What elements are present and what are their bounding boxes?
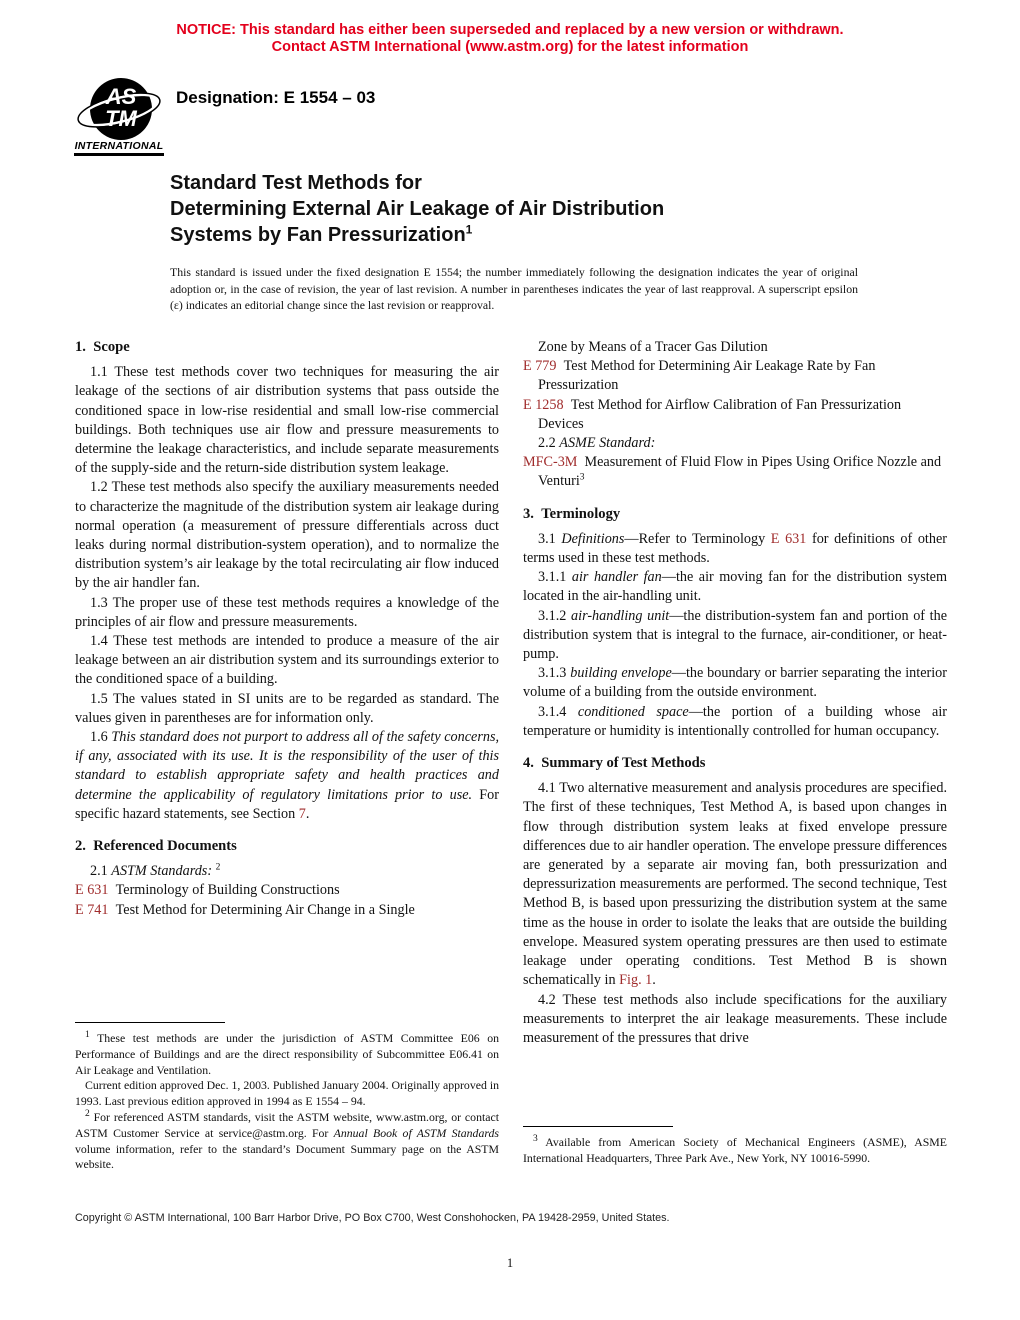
text-segment: volume information, refer to the standard’s Document Summary page on the ASTM website.: [75, 1141, 499, 1172]
text-segment: 3: [579, 472, 585, 483]
left-column: [75, 338, 499, 920]
text-segment: .: [652, 972, 656, 989]
cross-reference-link[interactable]: E 631: [770, 530, 807, 547]
title-line-2: Determining External Air Leakage of Air Distribution: [170, 198, 665, 220]
title-line-3: [170, 222, 870, 248]
text-segment: For referenced ASTM standards, visit the ASTM website, www.astm.org, or contact ASTM Customer Service at service@astm.org. For: [75, 1109, 499, 1140]
text-segment: 3: [533, 1134, 538, 1145]
section-heading-scope: 1. Scope: [75, 339, 130, 355]
text-segment: 2.1: [90, 863, 112, 880]
text-segment: —Refer to Terminology: [624, 530, 771, 547]
text-segment: For specific hazard statements, see Section: [75, 786, 499, 822]
footnote-3: [523, 1135, 947, 1167]
astm-logo: [74, 76, 164, 156]
reference-e1258: [523, 396, 947, 434]
text-segment: Current edition approved Dec. 1, 2003. Published January 2004. Originally approved in 1993. Last previous edition approved in 1994 as E 1554 – 94.: [75, 1078, 499, 1109]
text-segment: 1.4 These test methods are intended to produce a measure of the air leakage between an air distribution system and its surroundings exterior to the conditioned space of a building.: [75, 633, 499, 688]
text-segment: Test Method for Determining Air Leakage Rate by Fan Pressurization: [538, 358, 876, 394]
para-1-4: [75, 632, 499, 690]
text-segment: 3.1.4: [538, 703, 578, 720]
text-segment: 3.1.1: [538, 569, 572, 586]
svg-text:TM: TM: [105, 106, 137, 131]
text-segment: 2: [85, 1109, 90, 1120]
cross-reference-link[interactable]: E 631: [75, 882, 109, 899]
footnote-1-edition: [75, 1078, 499, 1110]
section-heading-referenced-documents: 2. Referenced Documents: [75, 838, 237, 855]
text-segment: —the distribution-system fan and portion of the distribution system that is integral to the furnace, air-conditioner, or heat-pump.: [523, 607, 948, 663]
text-segment: .: [305, 805, 310, 822]
text-segment: building envelope: [570, 665, 672, 682]
cross-reference-link[interactable]: Fig. 1: [619, 972, 653, 989]
text-segment: 2: [215, 862, 221, 873]
text-segment: air-handling unit: [571, 607, 670, 624]
para-4-1: [523, 779, 947, 990]
text-segment: Available from American Society of Mechanical Engineers (ASME), ASME International Headquarters, Three Park Ave., New York, NY 10016-5990.: [523, 1135, 947, 1165]
text-segment: 3.1: [538, 530, 562, 547]
designation-label: Designation: E 1554 – 03: [176, 88, 376, 107]
text-segment: —the boundary or barrier separating the interior volume of a building from the outside environment.: [523, 665, 948, 701]
footnote-rule-right: [523, 1126, 673, 1127]
text-segment: Zone by Means of a Tracer Gas Dilution: [538, 339, 768, 355]
text-segment: —the portion of a building whose air temperature or humidity is intentionally controlled for human occupancy.: [523, 703, 947, 739]
text-segment: These test methods are under the jurisdiction of ASTM Committee E06 on Performance of Buildings and are the direct responsibility of Subcommittee E06.41 on Air Leakage and Ventilation.: [75, 1031, 499, 1077]
text-segment: 3.1.3: [538, 665, 571, 682]
document-title: [170, 170, 870, 248]
reference-mfc3m: [523, 453, 947, 491]
text-segment: Measurement of Fluid Flow in Pipes Using Orifice Nozzle and Venturi: [538, 454, 942, 490]
title-line-1: Standard Test Methods for: [170, 172, 422, 194]
text-segment: air handler fan: [571, 569, 662, 586]
text-segment: 4.2 These test methods also include specifications for the auxiliary measurements to interpret the air leakage measurements. These include measurement of the pressures that drive: [523, 991, 947, 1046]
text-segment: 4.1 Two alternative measurement and analysis procedures are specified. The first of these techniques, Test Method A, is based upon changes in flow through distribution system leaks at fixed envelope pressure differences due to air handler operation. The envelope pressure differences are generated by a separate air moving fan, both pressurization and depressurization measurements are performed. The second technique, Test Method B, is based upon pressurizing the distribution system at the same time as the house in order to isolate the leaks that are outside the building envelope. Measured system operating pressures are then used to estimate leakage under operating conditions. Test Method B is shown schematically in: [523, 780, 947, 989]
para-1-5: [75, 690, 499, 728]
left-footnotes: [75, 1022, 499, 1173]
right-footnotes: [523, 1126, 947, 1167]
title-line-3-text: Systems by Fan Pressurization: [170, 224, 466, 246]
para-2-2: [523, 434, 947, 453]
text-segment: 3.1.2: [538, 607, 572, 624]
cross-reference-link[interactable]: E 741: [75, 901, 109, 918]
cross-reference-link[interactable]: E 779: [523, 358, 557, 375]
para-3-1: [523, 530, 947, 568]
text-segment: This standard does not purport to address all of the safety concerns, if any, associated with its use. It is the responsibility of the user of this standard to establish appropriate safety and health practices and determine the applicability of regulatory limitations prior to use.: [75, 729, 500, 803]
text-segment: ASTM Standards:: [111, 863, 213, 880]
reference-e741-continuation: [523, 338, 947, 357]
issued-under-note: This standard is issued under the fixed designation E 1554; the number immediately following the designation indicates the year of original adoption or, in the case of revision, the year of last revision. A number in parentheses indicates the year of last reapproval. A superscript epsilon (ε) indicates an editorial change since the last revision or reapproval.: [170, 265, 858, 312]
cross-reference-link[interactable]: 7: [298, 805, 306, 822]
notice-line-2: Contact ASTM International (www.astm.org) for the latest information: [271, 39, 749, 55]
title-footnote-marker: 1: [465, 222, 473, 237]
text-segment: conditioned space: [577, 703, 689, 720]
svg-text:AS: AS: [105, 84, 137, 109]
para-1-6: [75, 728, 499, 824]
reference-e779: [523, 357, 947, 395]
astm-logo-international-label: INTERNATIONAL: [74, 140, 164, 156]
text-segment: Definitions: [561, 530, 625, 547]
text-segment: Test Method for Airflow Calibration of Fan Pressurization Devices: [538, 396, 902, 432]
text-segment: Annual Book of ASTM Standards: [333, 1125, 499, 1140]
cross-reference-link[interactable]: E 1258: [523, 396, 564, 413]
copyright-line: Copyright © ASTM International, 100 Barr Harbor Drive, PO Box C700, West Conshohocken, PA 19428-2959, United States.: [75, 1212, 670, 1224]
text-segment: Terminology of Building Constructions: [108, 882, 340, 899]
para-1-2: [75, 478, 499, 593]
para-3-1-3: [523, 664, 947, 702]
text-segment: for definitions of other terms used in these test methods.: [523, 530, 947, 567]
supersession-notice: [0, 22, 1020, 56]
para-1-1: [75, 363, 499, 478]
astm-globe-icon: [77, 76, 161, 142]
reference-e631: [75, 881, 499, 900]
footnote-2: [75, 1110, 499, 1173]
para-3-1-4: [523, 703, 947, 741]
text-segment: 1.2 These test methods also specify the auxiliary measurements needed to characterize the magnitude of the distribution system air leakage during normal operation (a measurement of pressure differentials across duct leaks during normal distribution-system operation), and to normalize the distribution system’s air leakage by the total recirculating air flow induced by the air handler fan.: [75, 479, 499, 592]
para-3-1-2: [523, 607, 947, 665]
footnote-1: [75, 1031, 499, 1078]
reference-e741: [75, 901, 499, 920]
footnote-rule-left: [75, 1022, 225, 1023]
para-2-1: [75, 862, 499, 881]
notice-line-1: NOTICE: This standard has either been superseded and replaced by a new version or withdrawn.: [176, 22, 844, 38]
text-segment: —the air moving fan for the distribution system located in the air-handling unit.: [523, 569, 947, 605]
para-4-2: [523, 991, 947, 1049]
text-segment: ASME Standard:: [559, 435, 656, 452]
text-segment: 1.6: [90, 729, 112, 746]
page-number: 1: [506, 1256, 514, 1270]
text-segment: 1: [85, 1030, 90, 1041]
right-column: [523, 338, 947, 1048]
section-heading-terminology: 3. Terminology: [523, 505, 621, 522]
cross-reference-link[interactable]: MFC-3M: [523, 454, 578, 471]
text-segment: 2.2: [538, 435, 560, 452]
section-heading-summary: 4. Summary of Test Methods: [523, 755, 706, 772]
text-segment: 1.3 The proper use of these test methods requires a knowledge of the principles of air flow and pressure measurements.: [75, 594, 499, 630]
text-segment: 1.1 These test methods cover two techniques for measuring the air leakage of the sections of air distribution systems that pass outside the conditioned space in low-rise residential and small low-rise commercial buildings. Both techniques use air flow and pressure measurements to determine the leakage characteristics, and include separate measurements of the supply-side and the return-side distribution system leakage.: [75, 364, 499, 477]
text-segment: 1.5 The values stated in SI units are to be regarded as standard. The values given in parentheses are for information only.: [75, 690, 499, 726]
text-segment: Test Method for Determining Air Change in a Single: [108, 901, 415, 918]
para-3-1-1: [523, 568, 947, 606]
para-1-3: [75, 594, 499, 632]
